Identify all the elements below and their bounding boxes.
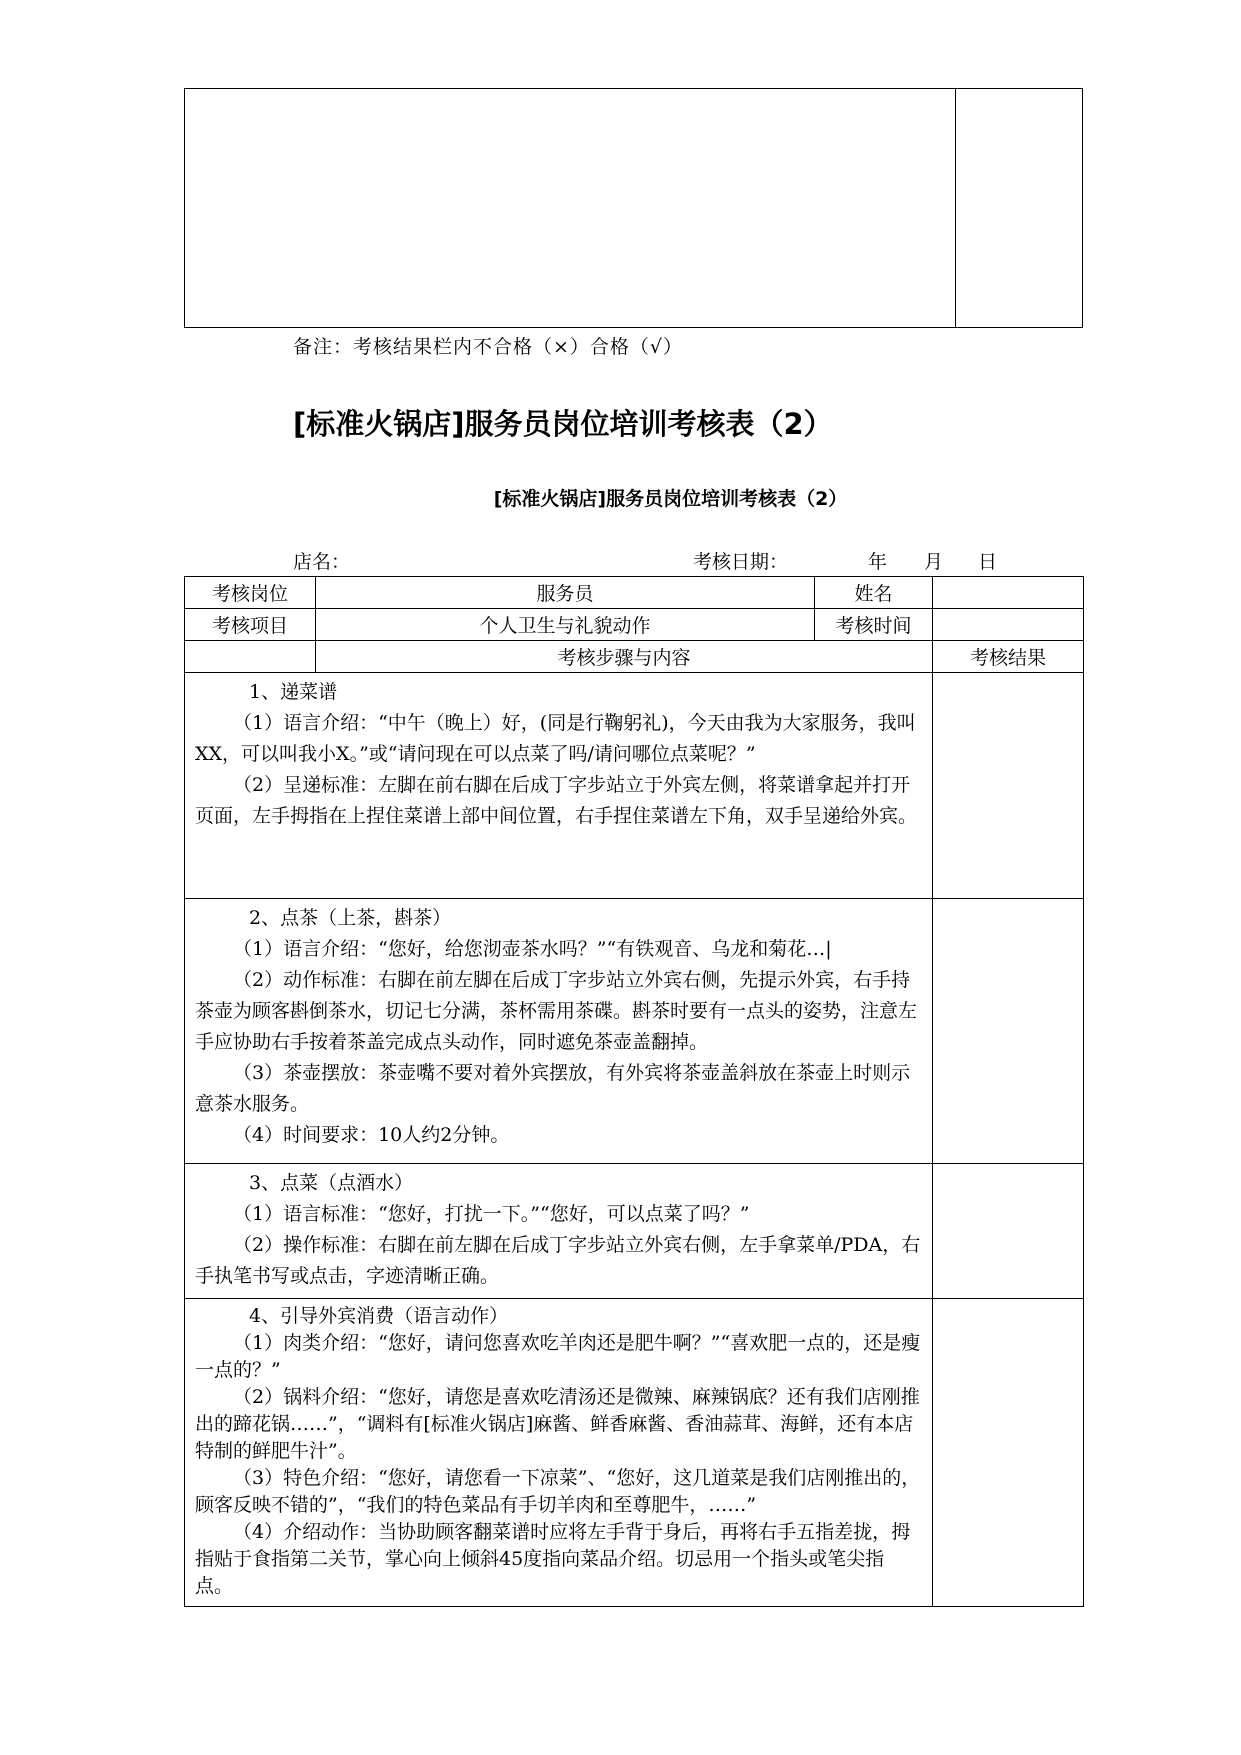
table-row (185, 577, 1084, 609)
time-label: 考核时间 (815, 609, 933, 641)
store-name-label: 店名： (293, 551, 351, 573)
remark-note: 备注：考核结果栏内不合格（×）合格（√） (293, 336, 684, 358)
position-value: 服务员 (316, 577, 815, 609)
section-3-content (185, 1164, 933, 1299)
section-1-content (185, 673, 933, 899)
day-label: 日 (978, 551, 998, 573)
table-row (185, 1299, 1084, 1607)
section-paragraph: （1）语言介绍：“中午（晚上）好，(同是行鞠躬礼)，今天由我为大家服务，我叫XX，可以叫我小X。”或“请问现在可以点菜了吗/请问哪位点菜呢？” (195, 712, 916, 765)
section-2-content (185, 899, 933, 1164)
section-heading: 1、递菜谱 (249, 681, 338, 703)
section-paragraph: （2）动作标准：右脚在前左脚在后成丁字步站立外宾右侧，先提示外宾，右手持茶壶为顾客斟倒茶水，切记七分满，茶杯需用茶碟。斟茶时要有一点头的姿势，注意左手应协助右手按着茶盖完成点头动作，同时遮免茶壶盖翻掉。 (195, 969, 918, 1053)
column-divider (955, 89, 956, 327)
name-label: 姓名 (815, 577, 933, 609)
section-heading: 3、点菜（点酒水） (249, 1172, 414, 1194)
section-heading: 2、点茶（上茶，斟茶） (249, 907, 452, 929)
empty-cell (185, 641, 316, 673)
section-paragraph: （2）锅料介绍：“您好，请您是喜欢吃清汤还是微辣、麻辣锅底？还有我们店刚推出的蹄花锅……”，“调料有[标准火锅店]麻酱、鲜香麻酱、香油蒜茸、海鲜，还有本店特制的鲜肥牛汁”。 (195, 1386, 920, 1462)
section-1-result[interactable] (933, 673, 1084, 899)
table-title: [标准火锅店]服务员岗位培训考核表（2） (493, 488, 848, 510)
assessment-date-label: 考核日期： (693, 551, 789, 573)
section-4-result[interactable] (933, 1299, 1084, 1607)
month-label: 月 (924, 551, 944, 573)
section-paragraph: （2）呈递标准：左脚在前右脚在后成丁字步站立于外宾左侧，将菜谱拿起并打开页面，左手拇指在上捏住菜谱上部中间位置，右手捏住菜谱左下角，双手呈递给外宾。 (195, 774, 918, 827)
section-paragraph: （4）介绍动作：当协助顾客翻菜谱时应将左手背于身后，再将右手五指差拢，拇指贴于食指第二关节，掌心向上倾斜45度指向菜品介绍。切忌用一个指头或笔尖指点。 (195, 1521, 911, 1597)
table-row (185, 899, 1084, 1164)
year-label: 年 (868, 551, 888, 573)
section-4-content (185, 1299, 933, 1607)
item-value: 个人卫生与礼貌动作 (316, 609, 815, 641)
time-field[interactable] (933, 609, 1084, 641)
name-field[interactable] (933, 577, 1084, 609)
section-paragraph: （1）语言标准：“您好，打扰一下。”“您好，可以点菜了吗？” (233, 1203, 750, 1225)
section-paragraph: （3）茶壶摆放：茶壶嘴不要对着外宾摆放，有外宾将茶壶盖斜放在茶壶上时则示意茶水服务。 (195, 1062, 911, 1115)
section-2-result[interactable] (933, 899, 1084, 1164)
item-label: 考核项目 (185, 609, 316, 641)
table-row (185, 1164, 1084, 1299)
position-label: 考核岗位 (185, 577, 316, 609)
assessment-table (184, 576, 1084, 1607)
table-row (185, 609, 1084, 641)
document-title: [标准火锅店]服务员岗位培训考核表（2） (293, 407, 833, 441)
previous-table-bottom (184, 88, 1083, 328)
section-paragraph: （2）操作标准：右脚在前左脚在后成丁字步站立外宾右侧，左手拿菜单/PDA，右手执笔书写或点击，字迹清晰正确。 (195, 1234, 921, 1287)
section-paragraph: （3）特色介绍：“您好，请您看一下凉菜”、“您好，这几道菜是我们店刚推出的，顾客反映不错的”，“我们的特色菜品有手切羊肉和至尊肥牛，……” (195, 1467, 921, 1516)
table-row (185, 673, 1084, 899)
section-paragraph: （4）时间要求：10人约2分钟。 (233, 1124, 510, 1146)
section-3-result[interactable] (933, 1164, 1084, 1299)
section-heading: 4、引导外宾消费（语言动作） (249, 1305, 509, 1327)
table-row (185, 641, 1084, 673)
steps-header: 考核步骤与内容 (316, 641, 933, 673)
section-paragraph: （1）肉类介绍：“您好，请问您喜欢吃羊肉还是肥牛啊？”“喜欢肥一点的，还是瘦一点的？” (195, 1332, 921, 1381)
result-header: 考核结果 (933, 641, 1084, 673)
section-paragraph: （1）语言介绍：“您好，给您沏壶茶水吗？”“有铁观音、乌龙和菊花…| (233, 938, 832, 960)
